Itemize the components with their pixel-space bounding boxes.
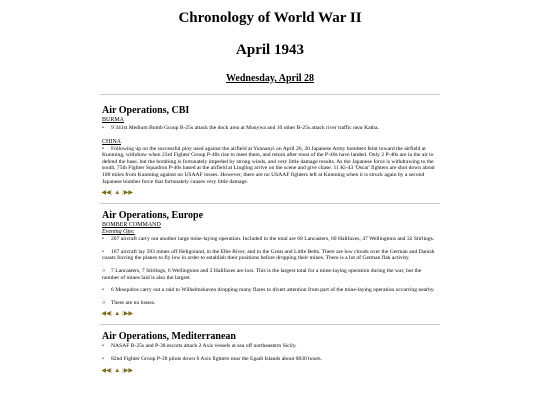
section-nav — [102, 189, 438, 197]
subheading-china: CHINA — [102, 138, 121, 145]
nav-separator: | — [122, 190, 124, 197]
subheading-bomber-command: BOMBER COMMAND — [102, 222, 161, 229]
circle-bullet-icon: ○ — [102, 299, 106, 306]
next-day-icon[interactable]: ▶▶ — [123, 311, 134, 318]
previous-day-icon[interactable]: ◀◀ — [101, 311, 111, 318]
section-air-operations-cbi — [0, 95, 540, 197]
section-nav — [102, 367, 438, 375]
top-of-page-icon[interactable]: ▲ — [114, 367, 121, 374]
circle-bullet-icon: ○ — [102, 267, 106, 274]
section-air-operations-mediterranean — [0, 325, 540, 374]
top-of-page-icon[interactable]: ▲ — [114, 190, 121, 197]
nav-separator: | — [111, 311, 113, 318]
nav-separator: | — [111, 190, 113, 197]
list-item: ○ 7 Lancasters, 7 Stirlings, 6 Wellingtons and 2 Halifaxes are lost. This is the largest total for a mine-laying operation during the war, but the number of mines laid is also the largest. — [102, 267, 422, 281]
page-title: Chronology of World War II — [178, 10, 362, 26]
list-item: • 82nd Fighter Group P-38 pilots down 6 Axis fighters near the Egadi Islands about 0830 hours. — [102, 355, 322, 362]
page-date: Wednesday, April 28 — [225, 73, 315, 84]
list-item: • 167 aircraft lay 593 mines off Heligoland, in the Elbe River, and in the Great and Little Belts. There are low clouds over the German and Danish coasts forcing the planes to fly low in order to establish their positions before dropping their mines. There is a lot of German flak activity. — [102, 248, 435, 262]
bullet-icon: • — [102, 248, 104, 255]
bullet-icon: • — [102, 236, 104, 243]
nav-separator: | — [111, 367, 113, 374]
section-title: Air Operations, Europe — [102, 210, 204, 222]
previous-day-icon[interactable]: ◀◀ — [101, 367, 111, 374]
bullet-icon: • — [102, 125, 104, 131]
list-item: • Following up on the successful ploy used against the airfield at Yunnanyi on April 26, 20 Japanese Army bombers feint toward the airfield at Kunming, withdraw when 23rd Fighter Group P-40s rise to meet them, and return after most of the P-40s have landed. Only 2 P-40s are in the air to defend the base, but the bombing is fortunately impeded by strong winds, and very little damage results. As the Japanese force is withdrawing to the south, 75th Fighter Squadron P-40s based at the airfield at Lingling arrive on the scene and give chase. 11 Ki-43 'Oscar' fighters are shot down about 100 miles from Kunming against no USAAF losses. However, there are no USAAF fighters left at Kunming when it is struck again by a second Japanese bomber force that fortunately causes very little damage. — [102, 145, 435, 185]
bullet-icon: • — [102, 343, 104, 350]
next-day-icon[interactable]: ▶▶ — [123, 367, 134, 374]
list-item: • NASAF B-25s and P-38 escorts attack 2 Axis vessels at sea off northeastern Sicily. — [102, 343, 297, 350]
section-air-operations-europe — [0, 204, 540, 318]
title-block — [0, 0, 540, 85]
next-day-icon[interactable]: ▶▶ — [123, 190, 134, 197]
section-nav — [102, 310, 438, 318]
list-item: • 9 341st Medium Bomb Group B-25s attack the dock area at Monywa and 10 other B-25s attack river traffic near Katha. — [102, 125, 379, 131]
bullet-icon: • — [102, 145, 104, 152]
nav-separator: | — [122, 367, 124, 374]
list-item: • 6 Mosquitos carry out a raid to Wilhelmshaven dropping many flares to divert attention from part of the mine-laying operation occurring nearby. — [102, 287, 435, 294]
list-item: ○ There are no losses. — [102, 299, 156, 306]
nav-separator: | — [122, 311, 124, 318]
bullet-icon: • — [102, 287, 104, 294]
previous-day-icon[interactable]: ◀◀ — [101, 190, 111, 197]
page-month: April 1943 — [236, 42, 304, 58]
list-item: • 207 aircraft carry out another large mine-laying operation. Included in the total are 68 Lancasters, 60 Halifaxes, 47 Wellingtons and 32 Stirlings. — [102, 236, 435, 243]
section-title: Air Operations, CBI — [102, 105, 190, 116]
bullet-icon: • — [102, 355, 104, 362]
top-of-page-icon[interactable]: ▲ — [114, 311, 121, 318]
subheading-burma: BURMA — [102, 117, 125, 123]
section-title: Air Operations, Mediterranean — [102, 331, 236, 343]
subheading-evening-ops: Evening Ops: — [102, 229, 135, 236]
